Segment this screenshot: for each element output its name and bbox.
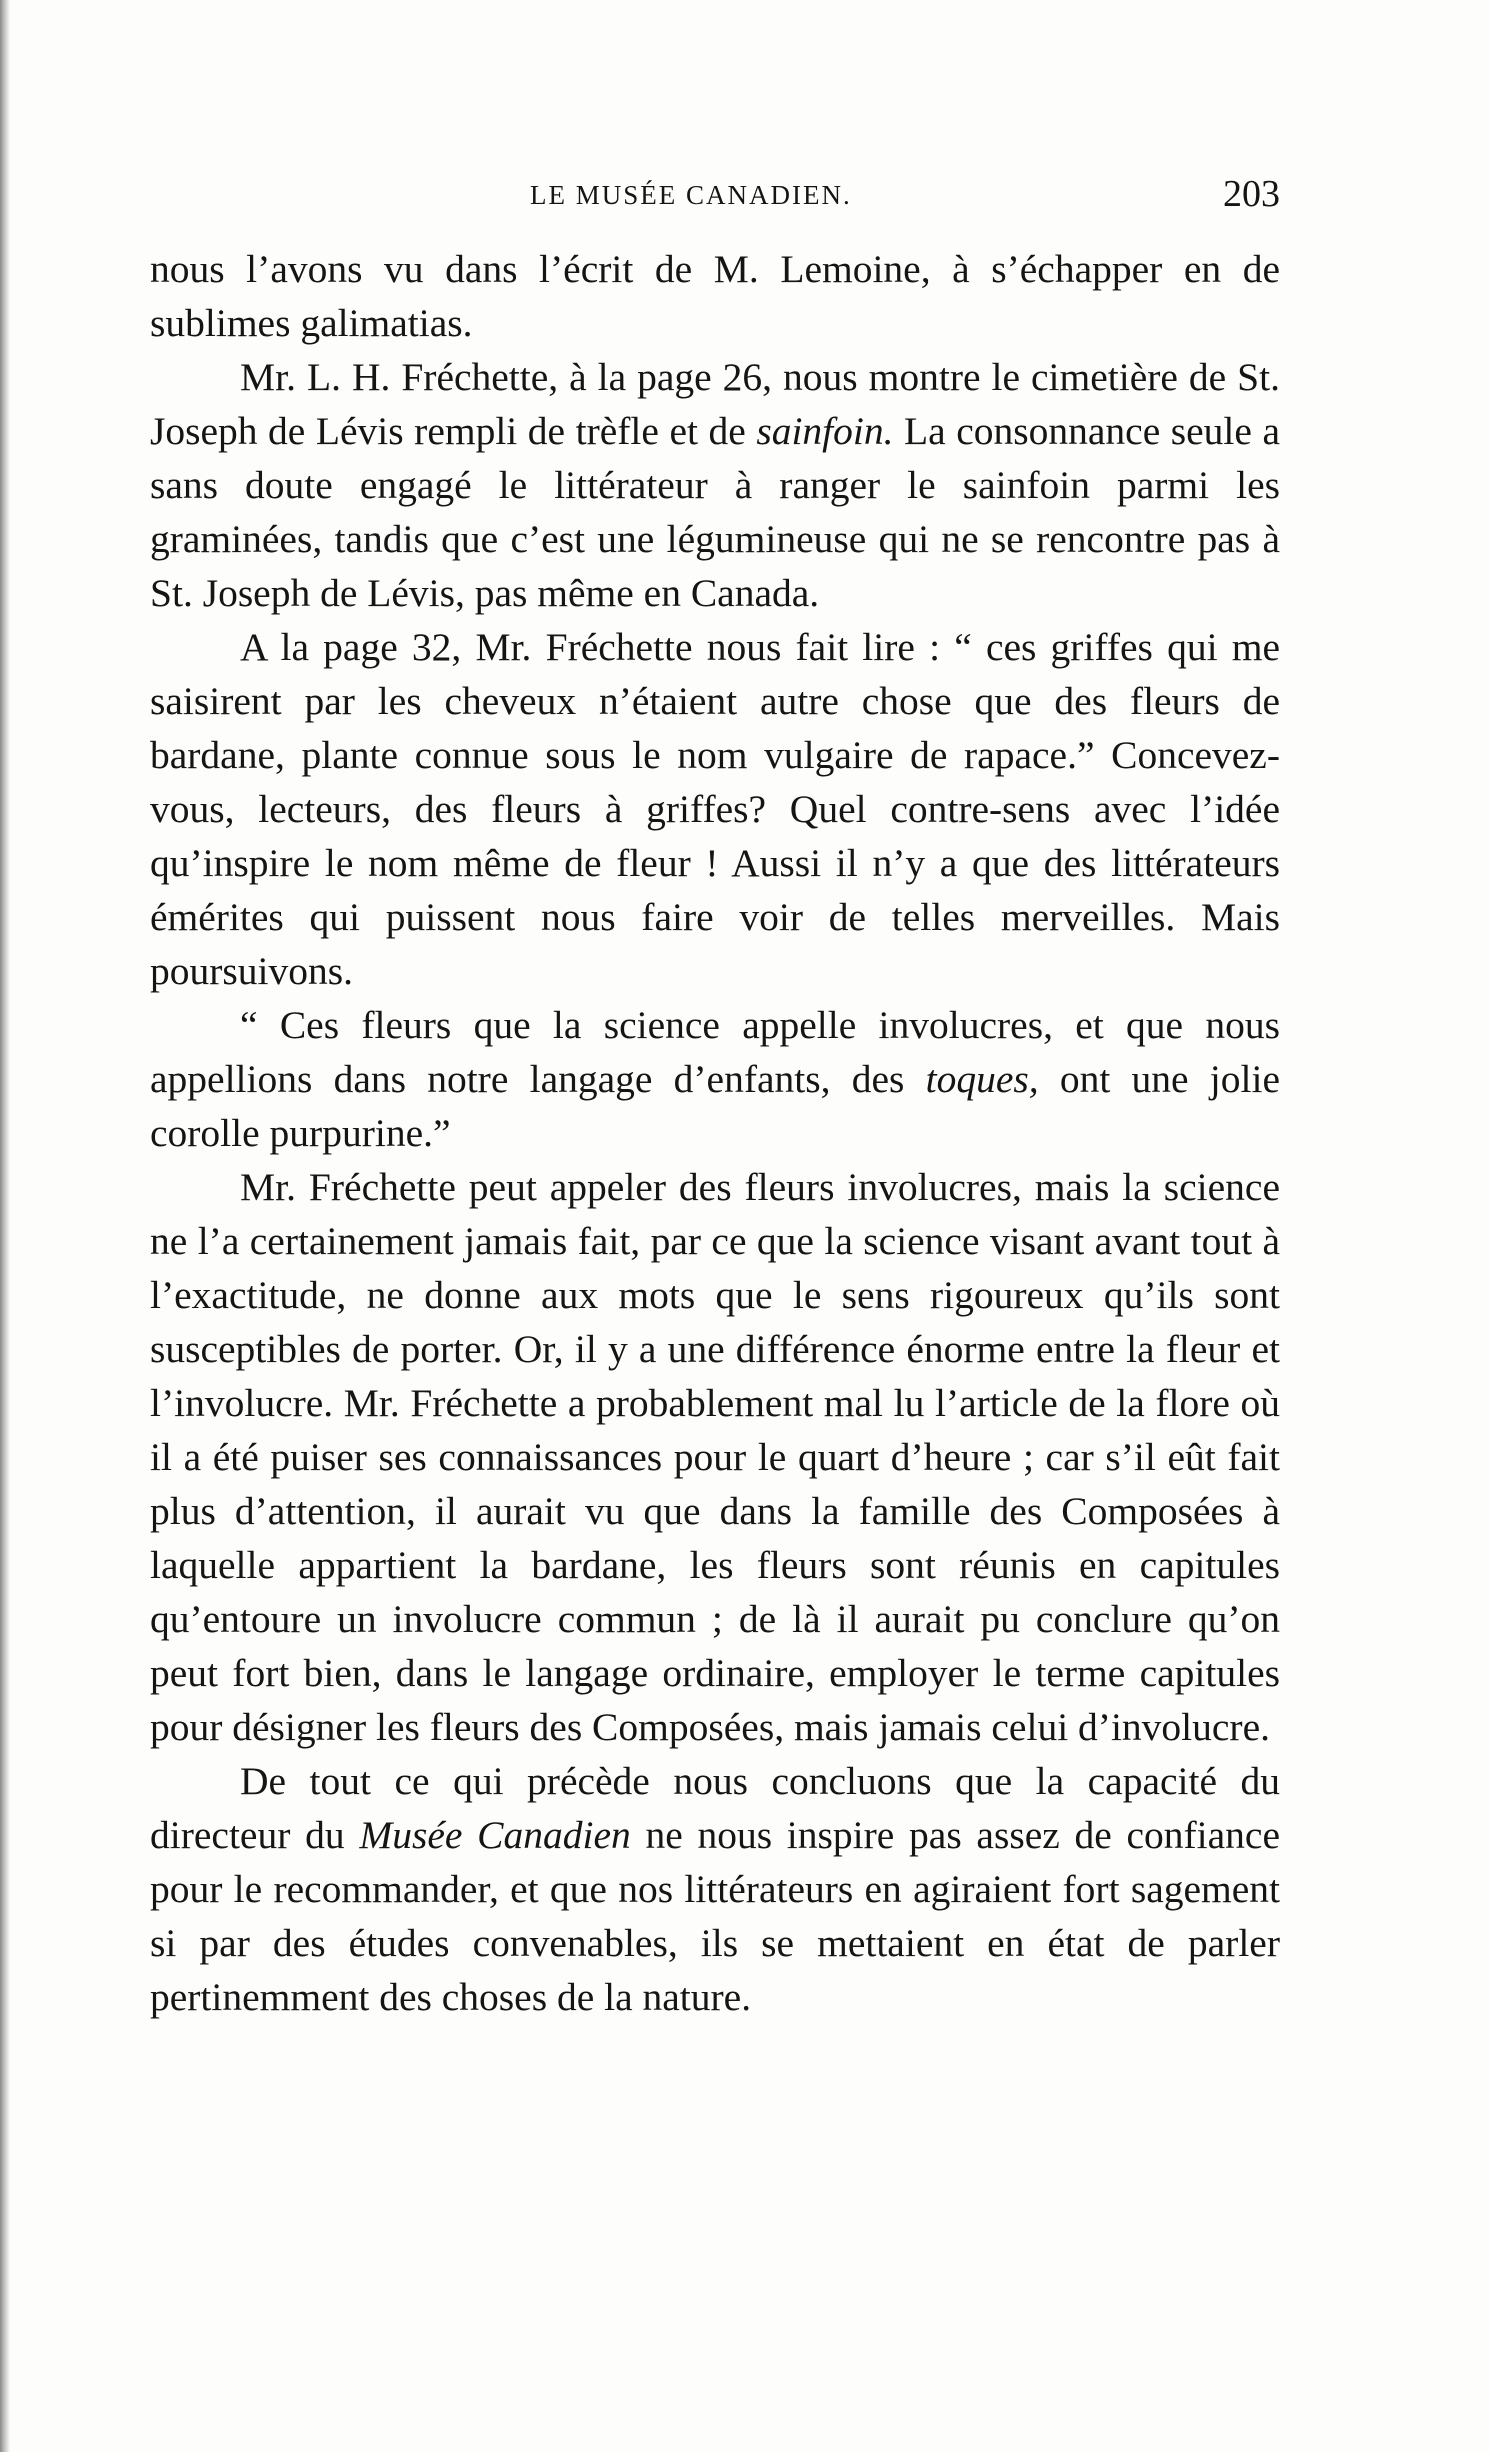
text-segment: ne nous inspire pas assez de confiance pour le recommander, et que nos littérateurs en agiraient fort sagement si par des études convenables, ils se mettaient en état de parler pertinemment des choses de la nature. <box>150 1813 1280 2019</box>
italic-text: sainfoin. <box>756 409 894 453</box>
paragraph <box>150 620 1280 998</box>
page-header <box>150 172 1280 222</box>
page-binding-edge <box>0 0 10 2452</box>
page-number: 203 <box>1223 173 1280 215</box>
text-segment: ont une jolie corolle purpurine.” <box>150 1057 1280 1155</box>
italic-text: toques, <box>925 1057 1039 1101</box>
italic-text: Musée Canadien <box>359 1813 631 1857</box>
text-segment: De tout ce qui précède nous concluons que la capacité du directeur du <box>150 1759 1280 1857</box>
text-segment: Mr. Fréchette peut appeler des fleurs involucres, mais la science ne l’a certainement jamais fait, par ce que la science visant avant tout à l’exactitude, ne donne aux mots que le sens rigoureux qu’ils sont susceptibles de porter. Or, il y a une différence énorme entre la fleur et l’involucre. Mr. Fréchette a probablement mal lu l’article de la flore où il a été puiser ses connaissances pour le quart d’heure ; car s’il eût fait plus d’attention, il aurait vu que dans la famille des Composées à laquelle appartient la bardane, les fleurs sont réunis en capitules qu’entoure un involucre commun ; de là il aurait pu conclure qu’on peut fort bien, dans le langage ordinaire, employer le terme capitules pour désigner les fleurs des Composées, mais jamais celui d’involucre. <box>150 1165 1280 1749</box>
paragraph <box>150 350 1280 620</box>
paragraph <box>150 242 1280 350</box>
text-segment: A la page 32, Mr. Fréchette nous fait lire : “ ces griffes qui me saisirent par les cheveux n’étaient autre chose que des fleurs de bardane, plante connue sous le nom vulgaire de rapace.” Concevez-vous, lecteurs, des fleurs à griffes? Quel contre-sens avec l’idée qu’inspire le nom même de fleur ! Aussi il n’y a que des littérateurs émérites qui puissent nous faire voir de telles merveilles. Mais poursuivons. <box>150 625 1280 993</box>
paragraph <box>150 998 1280 1160</box>
text-segment: nous l’avons vu dans l’écrit de M. Lemoine, à s’échapper en de sublimes galimatias. <box>150 247 1280 345</box>
paragraph <box>150 1754 1280 2024</box>
running-head: LE MUSÉE CANADIEN. <box>530 180 852 210</box>
text-segment: La consonnance seule a sans doute engagé le littérateur à ranger le sainfoin parmi les graminées, tandis que c’est une légumineuse qui ne se rencontre pas à St. Joseph de Lévis, pas même en Canada. <box>150 409 1280 615</box>
body-text <box>150 242 1280 2024</box>
text-segment: “ Ces fleurs que la science appelle involucres, et que nous appellions dans notre langage d’enfants, des <box>150 1003 1280 1101</box>
text-segment: Mr. L. H. Fréchette, à la page 26, nous montre le cimetière de St. Joseph de Lévis rempli de trèfle et de <box>150 355 1280 453</box>
paragraph <box>150 1160 1280 1754</box>
